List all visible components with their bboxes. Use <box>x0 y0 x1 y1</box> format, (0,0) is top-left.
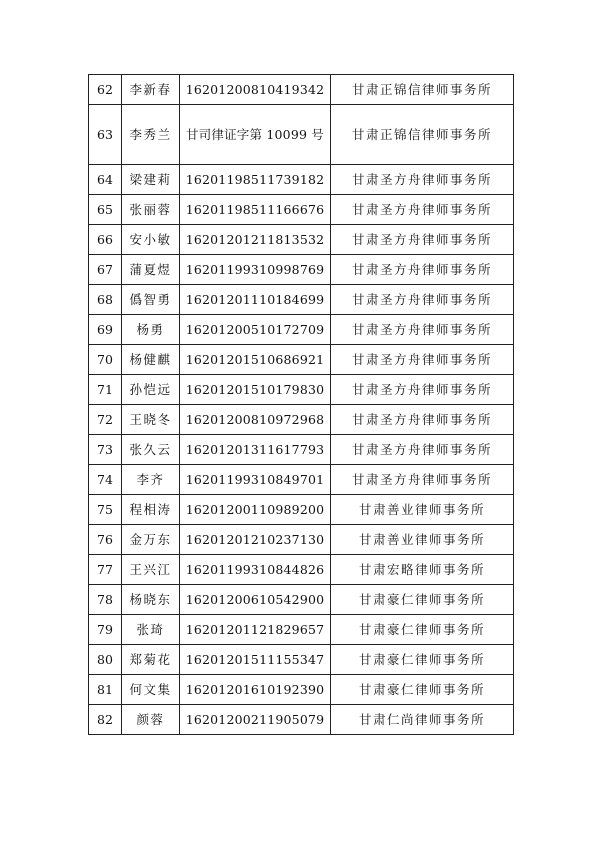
law-firm: 甘肃圣方舟律师事务所 <box>331 345 514 375</box>
certificate-number: 16201201511155347 <box>180 645 331 675</box>
law-firm: 甘肃豪仁律师事务所 <box>331 585 514 615</box>
lawyer-name: 杨健麒 <box>122 345 180 375</box>
law-firm: 甘肃圣方舟律师事务所 <box>331 255 514 285</box>
table-row <box>89 495 514 525</box>
certificate-number: 16201200810972968 <box>180 405 331 435</box>
table-row <box>89 615 514 645</box>
law-firm: 甘肃圣方舟律师事务所 <box>331 435 514 465</box>
certificate-number: 16201200610542900 <box>180 585 331 615</box>
row-number: 80 <box>89 645 122 675</box>
table-row <box>89 465 514 495</box>
certificate-number: 16201198511166676 <box>180 195 331 225</box>
lawyer-name: 李新春 <box>122 75 180 105</box>
row-number: 81 <box>89 675 122 705</box>
law-firm: 甘肃善业律师事务所 <box>331 495 514 525</box>
row-number: 73 <box>89 435 122 465</box>
law-firm: 甘肃圣方舟律师事务所 <box>331 375 514 405</box>
law-firm: 甘肃豪仁律师事务所 <box>331 675 514 705</box>
table-row <box>89 195 514 225</box>
law-firm: 甘肃正锦信律师事务所 <box>331 75 514 105</box>
certificate-number: 16201199310849701 <box>180 465 331 495</box>
certificate-number: 16201200110989200 <box>180 495 331 525</box>
row-number: 63 <box>89 105 122 165</box>
row-number: 68 <box>89 285 122 315</box>
table-row <box>89 75 514 105</box>
lawyer-name: 孙恺远 <box>122 375 180 405</box>
row-number: 82 <box>89 705 122 735</box>
table-row <box>89 585 514 615</box>
table-row <box>89 345 514 375</box>
certificate-number: 甘司律证字第 10099 号 <box>180 105 331 165</box>
table-row <box>89 405 514 435</box>
row-number: 74 <box>89 465 122 495</box>
lawyer-name: 张琦 <box>122 615 180 645</box>
row-number: 70 <box>89 345 122 375</box>
certificate-number: 16201201311617793 <box>180 435 331 465</box>
lawyer-name: 僞智勇 <box>122 285 180 315</box>
table-row <box>89 675 514 705</box>
certificate-number: 16201200810419342 <box>180 75 331 105</box>
law-firm: 甘肃圣方舟律师事务所 <box>331 165 514 195</box>
certificate-number: 16201201610192390 <box>180 675 331 705</box>
table-row <box>89 435 514 465</box>
row-number: 77 <box>89 555 122 585</box>
table-row <box>89 105 514 165</box>
row-number: 64 <box>89 165 122 195</box>
lawyer-name: 李齐 <box>122 465 180 495</box>
row-number: 65 <box>89 195 122 225</box>
certificate-number: 16201201110184699 <box>180 285 331 315</box>
certificate-number: 16201201210237130 <box>180 525 331 555</box>
law-firm: 甘肃圣方舟律师事务所 <box>331 405 514 435</box>
table-row <box>89 645 514 675</box>
law-firm: 甘肃圣方舟律师事务所 <box>331 285 514 315</box>
row-number: 78 <box>89 585 122 615</box>
certificate-number: 16201198511739182 <box>180 165 331 195</box>
certificate-number: 16201201211813532 <box>180 225 331 255</box>
certificate-number: 16201201510179830 <box>180 375 331 405</box>
law-firm: 甘肃仁尚律师事务所 <box>331 705 514 735</box>
certificate-number: 16201201510686921 <box>180 345 331 375</box>
row-number: 75 <box>89 495 122 525</box>
lawyer-name: 杨勇 <box>122 315 180 345</box>
table-row <box>89 375 514 405</box>
row-number: 69 <box>89 315 122 345</box>
law-firm: 甘肃豪仁律师事务所 <box>331 615 514 645</box>
lawyer-name: 张丽蓉 <box>122 195 180 225</box>
table-row <box>89 555 514 585</box>
law-firm: 甘肃圣方舟律师事务所 <box>331 465 514 495</box>
certificate-number: 16201199310844826 <box>180 555 331 585</box>
lawyer-name: 程相涛 <box>122 495 180 525</box>
table-row <box>89 285 514 315</box>
lawyer-name: 梁建莉 <box>122 165 180 195</box>
law-firm: 甘肃豪仁律师事务所 <box>331 645 514 675</box>
lawyer-name: 王兴江 <box>122 555 180 585</box>
lawyer-name: 郑菊花 <box>122 645 180 675</box>
law-firm: 甘肃圣方舟律师事务所 <box>331 195 514 225</box>
table-row <box>89 705 514 735</box>
law-firm: 甘肃善业律师事务所 <box>331 525 514 555</box>
row-number: 62 <box>89 75 122 105</box>
table-row <box>89 225 514 255</box>
table-row <box>89 165 514 195</box>
certificate-number: 16201200510172709 <box>180 315 331 345</box>
row-number: 72 <box>89 405 122 435</box>
row-number: 66 <box>89 225 122 255</box>
lawyer-name: 颜蓉 <box>122 705 180 735</box>
lawyer-name: 张久云 <box>122 435 180 465</box>
certificate-number: 16201201121829657 <box>180 615 331 645</box>
row-number: 76 <box>89 525 122 555</box>
certificate-number: 16201200211905079 <box>180 705 331 735</box>
row-number: 67 <box>89 255 122 285</box>
certificate-number: 16201199310998769 <box>180 255 331 285</box>
row-number: 79 <box>89 615 122 645</box>
lawyer-name: 何文集 <box>122 675 180 705</box>
law-firm: 甘肃宏略律师事务所 <box>331 555 514 585</box>
table-row <box>89 255 514 285</box>
lawyer-name: 杨晓东 <box>122 585 180 615</box>
lawyer-name: 金万东 <box>122 525 180 555</box>
lawyer-name: 安小敏 <box>122 225 180 255</box>
law-firm: 甘肃正锦信律师事务所 <box>331 105 514 165</box>
lawyer-roster-table <box>88 74 514 735</box>
table-row <box>89 525 514 555</box>
lawyer-name: 蒲夏煜 <box>122 255 180 285</box>
law-firm: 甘肃圣方舟律师事务所 <box>331 225 514 255</box>
row-number: 71 <box>89 375 122 405</box>
law-firm: 甘肃圣方舟律师事务所 <box>331 315 514 345</box>
table-row <box>89 315 514 345</box>
lawyer-name: 王晓冬 <box>122 405 180 435</box>
lawyer-name: 李秀兰 <box>122 105 180 165</box>
